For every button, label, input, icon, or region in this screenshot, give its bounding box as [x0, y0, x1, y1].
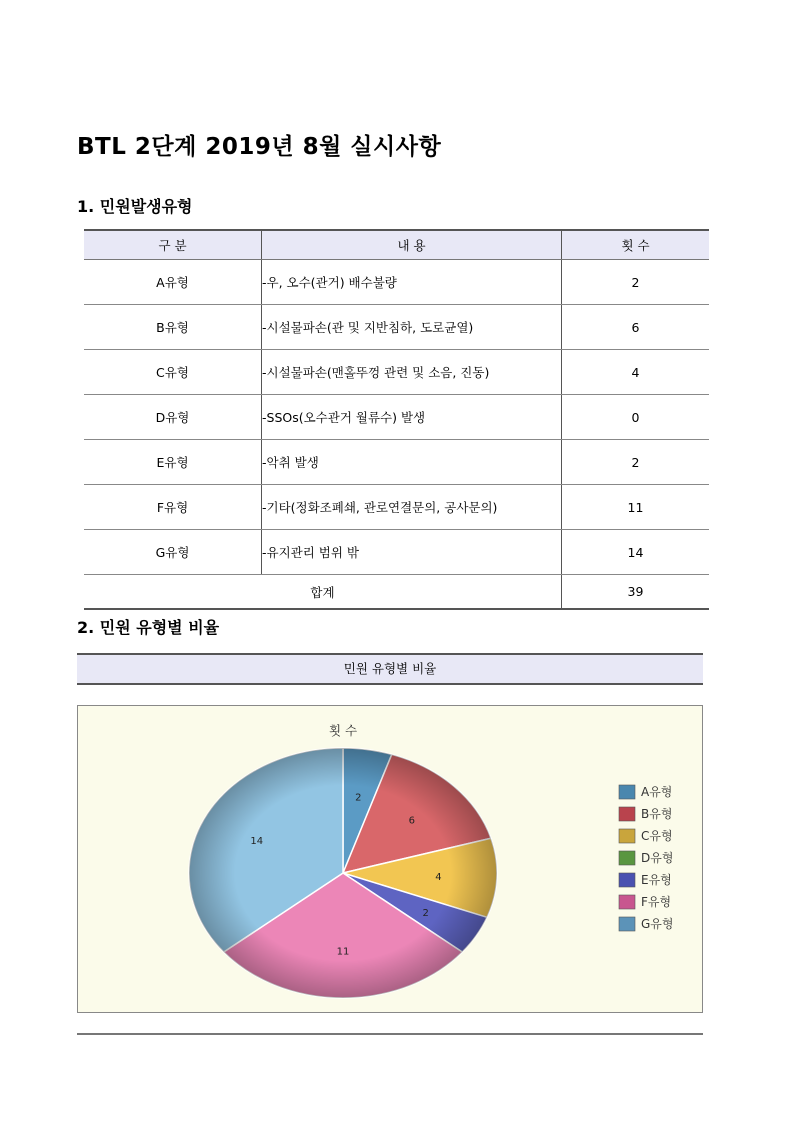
table-row [84, 305, 709, 350]
pie-data-label: 6 [408, 815, 416, 827]
total-label-cell: 합계 [84, 575, 562, 610]
row-description-cell: -기타(정화조폐쇄, 관로연결문의, 공사문의) [262, 485, 562, 530]
pie-data-label: 4 [435, 872, 442, 884]
legend-swatch-G유형 [619, 917, 635, 931]
legend-swatch-F유형 [619, 895, 635, 909]
pie-data-label: 2 [355, 792, 362, 804]
table-row [84, 395, 709, 440]
bottom-divider [77, 1033, 703, 1035]
pie-chart [78, 706, 702, 1012]
row-count-cell: 6 [562, 305, 710, 350]
row-count-cell: 4 [562, 350, 710, 395]
legend-label-D유형: D유형 [641, 851, 674, 865]
legend-label-B유형: B유형 [641, 807, 673, 821]
legend-label-G유형: G유형 [641, 917, 674, 931]
legend-swatch-B유형 [619, 807, 635, 821]
row-count-cell: 14 [562, 530, 710, 575]
legend-label-C유형: C유형 [641, 829, 673, 843]
pie-data-label: 11 [336, 946, 350, 958]
section-heading-complaint-types: 1. 민원발생유형 [77, 197, 193, 216]
row-description-cell: -우, 오수(관거) 배수불량 [262, 260, 562, 305]
row-description-cell: -시설물파손(맨홀뚜껑 관련 및 소음, 진동) [262, 350, 562, 395]
pie-shading [189, 748, 497, 998]
row-count-cell: 11 [562, 485, 710, 530]
table-total-row [84, 575, 709, 610]
pie-data-label: 14 [250, 835, 264, 847]
row-type-cell: G유형 [84, 530, 262, 575]
legend-swatch-C유형 [619, 829, 635, 843]
row-type-cell: B유형 [84, 305, 262, 350]
row-description-cell: -시설물파손(관 및 지반침하, 도로균열) [262, 305, 562, 350]
complaint-type-table [84, 229, 709, 610]
row-type-cell: D유형 [84, 395, 262, 440]
table-row [84, 440, 709, 485]
table-row [84, 485, 709, 530]
legend-swatch-A유형 [619, 785, 635, 799]
legend-label-F유형: F유형 [641, 895, 672, 909]
row-type-cell: C유형 [84, 350, 262, 395]
row-description-cell: -SSOs(오수관거 월류수) 발생 [262, 395, 562, 440]
row-count-cell: 0 [562, 395, 710, 440]
chart-title: 횟 수 [328, 723, 358, 738]
pie-data-label: 2 [422, 907, 429, 919]
section-heading-type-ratio: 2. 민원 유형별 비율 [77, 618, 220, 637]
pie-chart-panel [77, 705, 703, 1013]
legend-label-A유형: A유형 [641, 785, 673, 799]
legend-label-E유형: E유형 [641, 873, 672, 887]
row-type-cell: A유형 [84, 260, 262, 305]
table-row [84, 350, 709, 395]
legend-swatch-D유형 [619, 851, 635, 865]
row-count-cell: 2 [562, 440, 710, 485]
row-description-cell: -유지관리 범위 밖 [262, 530, 562, 575]
total-value-cell: 39 [562, 575, 710, 610]
row-count-cell: 2 [562, 260, 710, 305]
chart-caption: 민원 유형별 비율 [77, 653, 703, 685]
row-type-cell: E유형 [84, 440, 262, 485]
table-header-row [84, 230, 709, 260]
table-row [84, 530, 709, 575]
column-header-category: 구 분 [84, 230, 262, 260]
row-description-cell: -악취 발생 [262, 440, 562, 485]
legend-swatch-E유형 [619, 873, 635, 887]
column-header-count: 횟 수 [562, 230, 710, 260]
row-type-cell: F유형 [84, 485, 262, 530]
page-title: BTL 2단계 2019년 8월 실시사항 [77, 134, 442, 160]
column-header-content: 내 용 [262, 230, 562, 260]
table-row [84, 260, 709, 305]
